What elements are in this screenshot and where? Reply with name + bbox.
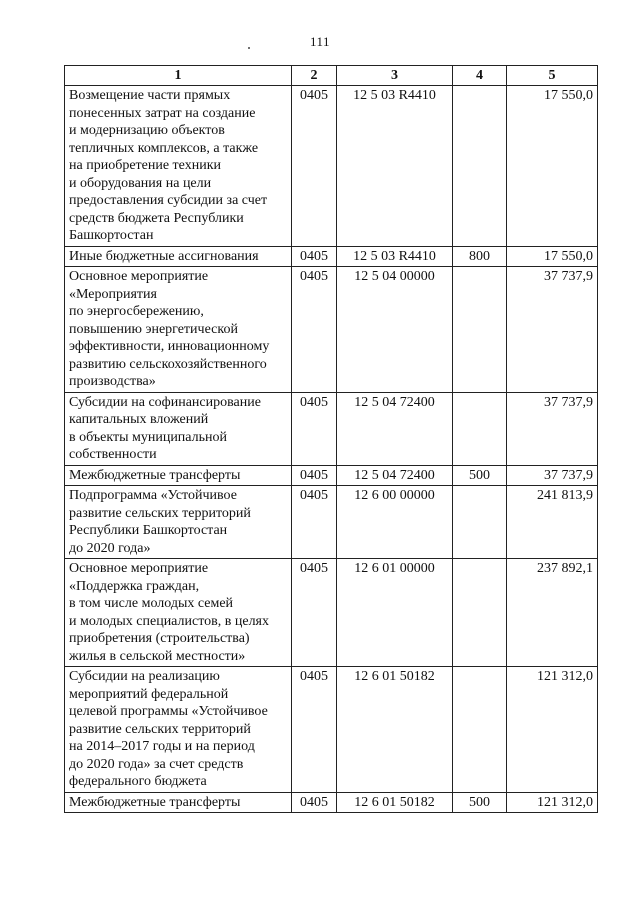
row-section: 0405 [292,465,337,486]
table-row [65,392,598,465]
column-header-4: 4 [453,66,507,86]
table-row [65,792,598,813]
row-section: 0405 [292,267,337,393]
row-name: Межбюджетные трансферты [65,792,292,813]
row-type [453,86,507,247]
row-code: 12 5 04 72400 [337,465,453,486]
row-section: 0405 [292,486,337,559]
column-header-3: 3 [337,66,453,86]
row-code: 12 6 01 00000 [337,559,453,667]
column-header-1: 1 [65,66,292,86]
row-amount: 37 737,9 [507,465,598,486]
row-type [453,392,507,465]
row-section: 0405 [292,667,337,793]
scan-speck [248,47,250,49]
row-amount: 17 550,0 [507,86,598,247]
row-section: 0405 [292,246,337,267]
row-section: 0405 [292,559,337,667]
row-amount: 121 312,0 [507,792,598,813]
row-amount: 237 892,1 [507,559,598,667]
row-amount: 37 737,9 [507,267,598,393]
row-type: 500 [453,792,507,813]
row-code: 12 5 04 00000 [337,267,453,393]
table-row [65,667,598,793]
table-row [65,559,598,667]
row-amount: 241 813,9 [507,486,598,559]
column-header-5: 5 [507,66,598,86]
row-code: 12 6 01 50182 [337,792,453,813]
row-amount: 17 550,0 [507,246,598,267]
table-row [65,267,598,393]
row-code: 12 5 04 72400 [337,392,453,465]
row-code: 12 6 00 00000 [337,486,453,559]
table-header-row [65,66,598,86]
row-type [453,267,507,393]
row-name: Субсидии на реализацию мероприятий федеральной целевой программы «Устойчивое развитие сельских территорий на 2014–2017 годы и на период до 2020 года» за счет средств федерального бюджета [65,667,292,793]
row-type: 500 [453,465,507,486]
table-row [65,246,598,267]
row-name: Иные бюджетные ассигнования [65,246,292,267]
column-header-2: 2 [292,66,337,86]
row-code: 12 5 03 R4410 [337,246,453,267]
row-type [453,486,507,559]
row-type [453,667,507,793]
row-name: Субсидии на софинансирование капитальных вложений в объекты муниципальной собственности [65,392,292,465]
table-row [65,465,598,486]
row-name: Возмещение части прямых понесенных затрат на создание и модернизацию объектов тепличных комплексов, а также на приобретение техники и оборудования на цели предоставления субсидии за счет средств бюджета Республики Башкортостан [65,86,292,247]
row-code: 12 5 03 R4410 [337,86,453,247]
row-section: 0405 [292,392,337,465]
budget-table [64,65,598,813]
row-code: 12 6 01 50182 [337,667,453,793]
row-amount: 121 312,0 [507,667,598,793]
table-row [65,486,598,559]
row-name: Основное мероприятие «Поддержка граждан, в том числе молодых семей и молодых специалистов, в целях приобретения (строительства) жилья в сельской местности» [65,559,292,667]
row-section: 0405 [292,792,337,813]
table-row [65,86,598,247]
row-name: Межбюджетные трансферты [65,465,292,486]
page-number: 111 [309,34,331,49]
row-amount: 37 737,9 [507,392,598,465]
row-type: 800 [453,246,507,267]
row-type [453,559,507,667]
row-name: Подпрограмма «Устойчивое развитие сельских территорий Республики Башкортостан до 2020 года» [65,486,292,559]
row-section: 0405 [292,86,337,247]
row-name: Основное мероприятие «Мероприятия по энергосбережению, повышению энергетической эффективности, инновационному развитию сельскохозяйственного производства» [65,267,292,393]
